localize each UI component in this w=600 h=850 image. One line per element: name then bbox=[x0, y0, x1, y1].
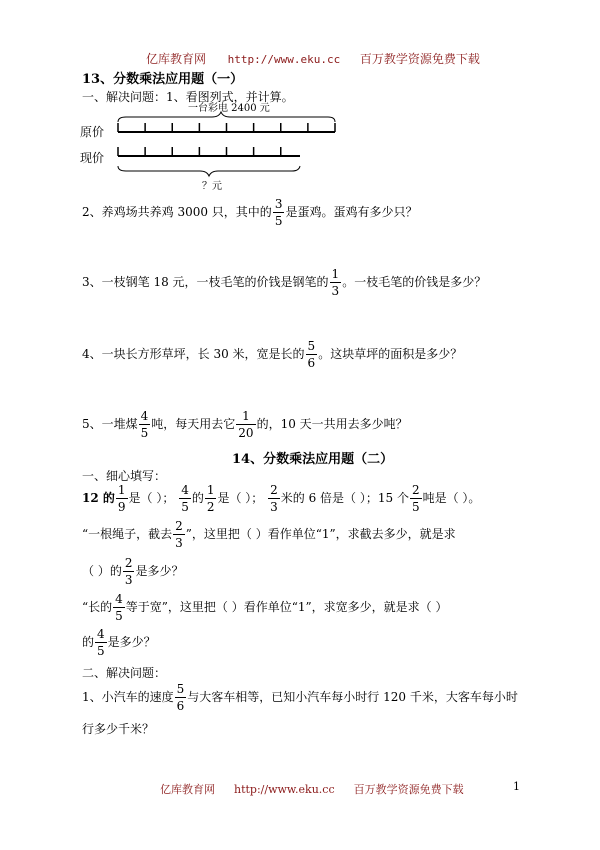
header-site-name: 亿库教育网 bbox=[146, 52, 207, 66]
section14-part2: 二、解决问题： bbox=[82, 666, 167, 680]
q4-fraction: $\frac{5}{6}$ bbox=[307, 339, 316, 370]
fill2-text-post: ”，这里把（ ）看作单位“1”，求截去多少，就是求 bbox=[185, 527, 456, 541]
fill2b-fraction: $\frac{2}{3}$ bbox=[124, 556, 133, 587]
tv-price-diagram bbox=[76, 98, 356, 198]
diagram-top-label: 一台彩电 2400 元 bbox=[188, 103, 270, 114]
section14-part1: 一、细心填写： bbox=[82, 469, 167, 483]
fill1-b-fraction-2: $\frac{1}{2}$ bbox=[206, 483, 215, 514]
diagram-original-ticks bbox=[118, 123, 335, 132]
fill1-c-text: 米的 6 倍是（ ）；15 个 bbox=[280, 491, 409, 505]
q3-text-pre: 3、一枝钢笔 18 元，一枝毛笔的价钱是钢笔的 bbox=[82, 275, 329, 289]
q2-text-post: 是蛋鸡。蛋鸡有多少只？ bbox=[285, 205, 418, 219]
section13-part1: 一、解决问题：1、看图列式，并计算。 bbox=[82, 90, 294, 104]
fill1-b-blank: 是（ ）； bbox=[217, 491, 264, 505]
q2-fraction: $\frac{3}{5}$ bbox=[274, 197, 283, 228]
page-number: 1 bbox=[513, 780, 520, 793]
q5-text-post: 的，10 天一共用去多少吨？ bbox=[256, 417, 408, 431]
q2-text-pre: 2、养鸡场共养鸡 3000 只，其中的 bbox=[82, 205, 272, 219]
solve-q1-text-post: 与大客车相等，已知小汽车每小时行 120 千米，大客车每小时 bbox=[187, 690, 518, 704]
fill-question-2 bbox=[82, 520, 456, 549]
question-5 bbox=[82, 410, 408, 439]
question-4 bbox=[82, 340, 462, 369]
fill-question-2b bbox=[82, 557, 183, 586]
diagram-row2-label: 现价 bbox=[80, 151, 105, 165]
fill1-b-mid: 的 bbox=[191, 491, 204, 505]
fill2b-text-pre: （ ）的 bbox=[82, 564, 122, 578]
fill3b-fraction: $\frac{4}{5}$ bbox=[97, 627, 105, 658]
fill1-a-fraction: $\frac{1}{9}$ bbox=[117, 483, 126, 514]
diagram-row1-label: 原价 bbox=[80, 125, 105, 139]
fill1-a-pre: 12 的 bbox=[82, 491, 115, 505]
question-3 bbox=[82, 268, 486, 297]
fill1-d-fraction: $\frac{2}{5}$ bbox=[411, 483, 420, 514]
fill3b-text-pre: 的 bbox=[82, 635, 95, 649]
diagram-bottom-brace bbox=[118, 166, 300, 176]
fill1-d-blank: 吨是（ ）。 bbox=[422, 491, 481, 505]
footer-site-name: 亿库教育网 bbox=[160, 783, 215, 796]
solve-q1-text-pre: 1、小汽车的速度 bbox=[82, 690, 174, 704]
q3-fraction: $\frac{1}{3}$ bbox=[331, 267, 340, 298]
q4-text-pre: 4、一块长方形草坪，长 30 米，宽是长的 bbox=[82, 347, 305, 361]
footer-url-link[interactable]: http://www.eku.cc bbox=[234, 783, 335, 796]
q3-text-post: 。一枝毛笔的价钱是多少？ bbox=[342, 275, 487, 289]
q5-text-mid: 吨，每天用去它 bbox=[151, 417, 236, 431]
page-header bbox=[146, 50, 480, 67]
header-tagline: 百万教学资源免费下载 bbox=[359, 52, 480, 66]
fill1-c-fraction: $\frac{2}{3}$ bbox=[270, 483, 278, 514]
section14-title: 14、分数乘法应用题（二） bbox=[232, 452, 394, 467]
diagram-bottom-label: ？元 bbox=[202, 181, 222, 192]
q5-fraction-2: $\frac{1}{20}$ bbox=[238, 409, 254, 440]
diagram-current-ticks bbox=[118, 147, 281, 156]
question-2 bbox=[82, 198, 417, 227]
fill3-fraction: $\frac{4}{5}$ bbox=[115, 592, 123, 623]
fill3-text-post: 等于宽”，这里把（ ）看作单位“1”，求宽多少，就是求（ ） bbox=[125, 600, 448, 614]
footer-tagline: 百万教学资源免费下载 bbox=[353, 783, 464, 796]
fill1-a-blank: 是（ ）； bbox=[128, 491, 175, 505]
solve-question-1b: 行多少千米？ bbox=[82, 722, 155, 736]
section13-title: 13、分数乘法应用题（一） bbox=[82, 72, 244, 87]
fill1-b-fraction-1: $\frac{4}{5}$ bbox=[181, 483, 189, 514]
page-footer bbox=[160, 781, 464, 797]
fill2b-text-post: 是多少？ bbox=[135, 564, 184, 578]
fill3-text-pre: “长的 bbox=[82, 600, 113, 614]
solve-question-1 bbox=[82, 683, 518, 712]
fill2-fraction: $\frac{2}{3}$ bbox=[175, 519, 183, 550]
fill-question-3b bbox=[82, 628, 156, 657]
fill-question-3 bbox=[82, 593, 447, 622]
solve-q1-fraction: $\frac{5}{6}$ bbox=[176, 682, 185, 713]
fill-question-1 bbox=[82, 484, 480, 513]
q4-text-post: 。这块草坪的面积是多少？ bbox=[318, 347, 463, 361]
fill3b-text-post: 是多少？ bbox=[107, 635, 156, 649]
q5-text-pre: 5、一堆煤 bbox=[82, 417, 138, 431]
fill2-text-pre: “一根绳子，截去 bbox=[82, 527, 173, 541]
q5-fraction-1: $\frac{4}{5}$ bbox=[140, 409, 149, 440]
header-url-link[interactable]: http://www.eku.cc bbox=[227, 53, 341, 66]
